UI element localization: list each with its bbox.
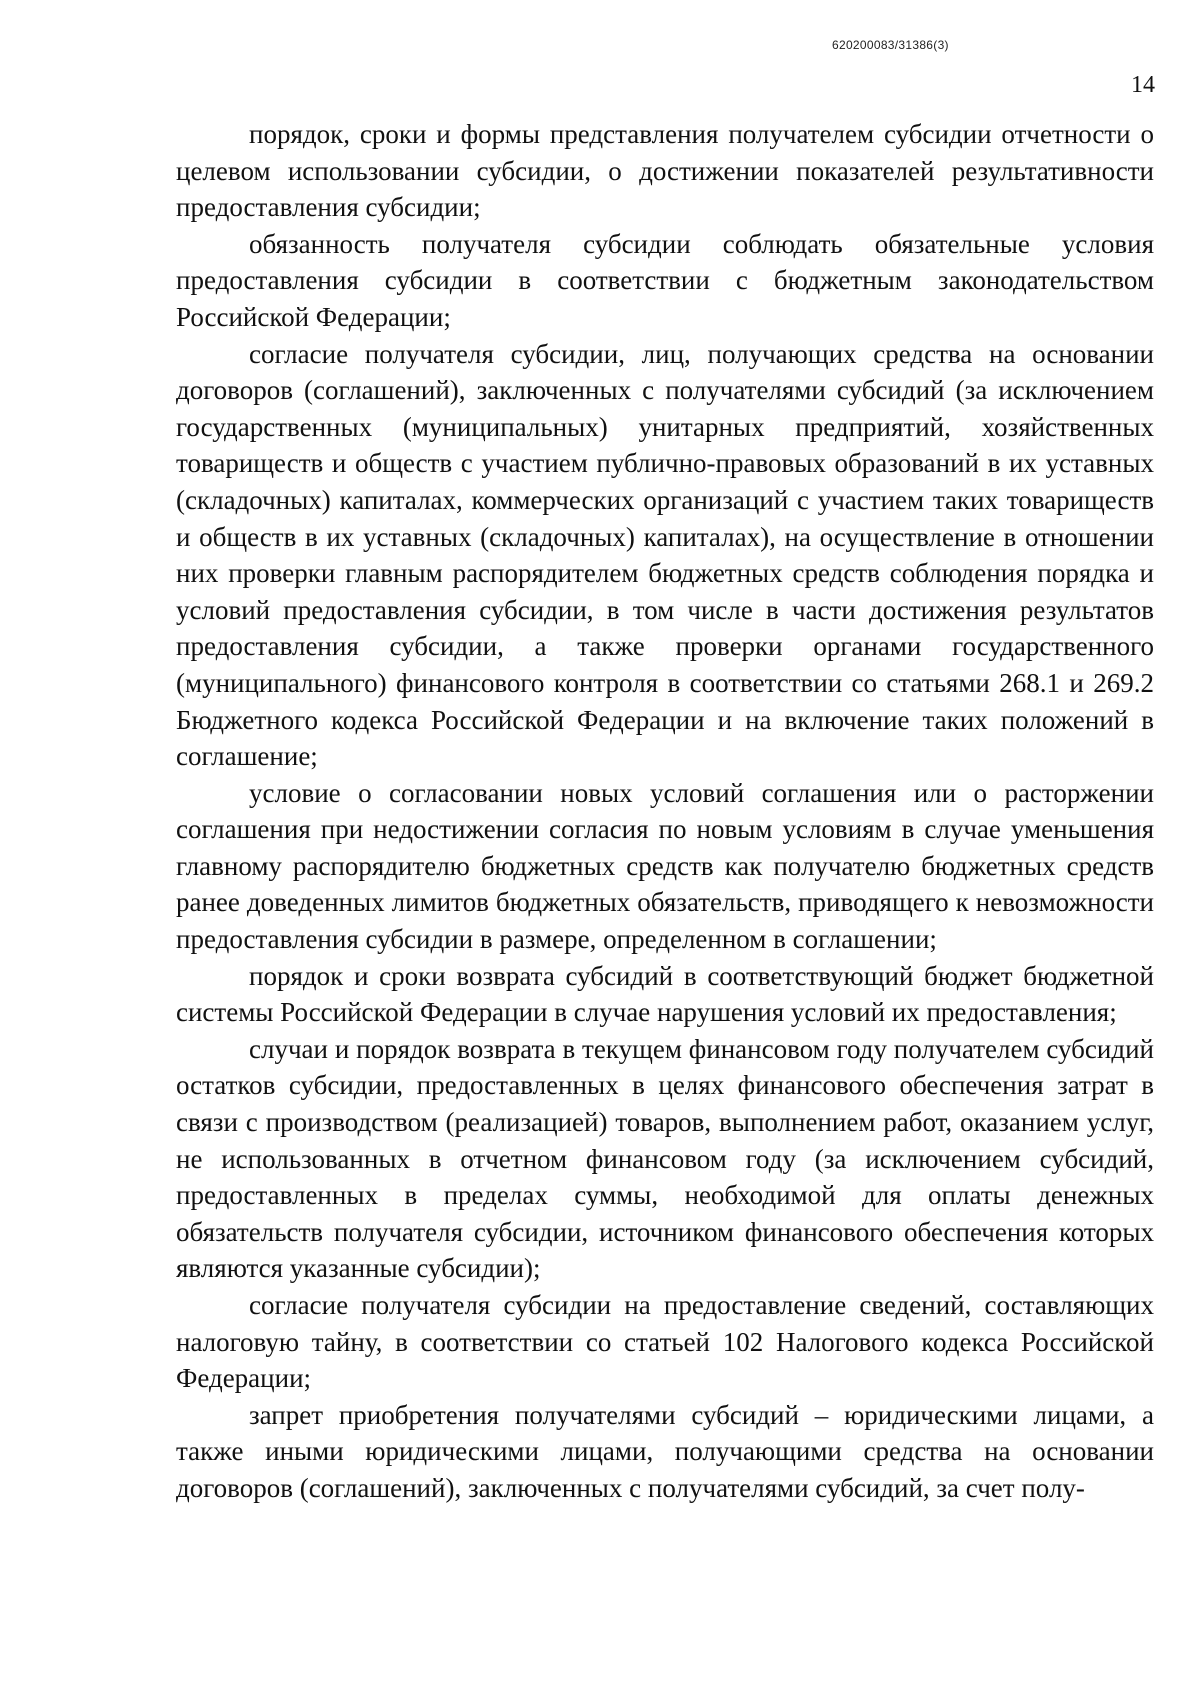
paragraph-unused-balance-return: случаи и порядок возврата в текущем финансовом году получателем субсидий остатков субсидии, предоставленных в целях финансового обеспечения затрат в связи с производством (реализацией) товаров, выполнением работ, оказанием услуг, не использованных в отчетном финансовом году (за исключением субсидий, предоставленных в пределах суммы, необходимой для оплаты денежных обязательств получателя субсидии, источником финансового обеспечения которых являются указанные субсидии); [176,1033,1154,1284]
document-id: 620200083/31386(3) [832,38,949,52]
page-number: 14 [1131,72,1155,98]
paragraph-tax-secret-consent: согласие получателя субсидии на предоставление сведений, составляющих налоговую тайну, в соответствии со статьей 102 Налогового кодекса Российской Федерации; [176,1290,1154,1394]
paragraph-recipient-obligation: обязанность получателя субсидии соблюдать обязательные условия предоставления субсидии в соответствии с бюджетным законодательством Российской Федерации; [176,228,1154,332]
paragraph-reporting-procedure: порядок, сроки и формы представления получателем субсидии отчетности о целевом использовании субсидии, о достижении показателей результативности предоставления субсидии; [176,119,1154,223]
paragraph-return-procedure: порядок и сроки возврата субсидий в соответствующий бюджет бюджетной системы Российской Федерации в случае нарушения условий их предоставления; [176,960,1154,1028]
paragraph-agreement-renegotiation: условие о согласовании новых условий соглашения или о расторжении соглашения при недостижении согласия по новым условиям в случае уменьшения главному распорядителю бюджетных средств как получателю бюджетных средств ранее доведенных лимитов бюджетных обязательств, приводящего к невозможности предоставления субсидии в размере, определенном в соглашении; [176,777,1154,955]
paragraph-audit-consent: согласие получателя субсидии, лиц, получающих средства на основании договоров (соглашений), заключенных с получателями субсидий (за исключением государственных (муниципальных) унитарных предприятий, хозяйственных товариществ и обществ с участием публично-правовых образований в их уставных (складочных) капиталах, коммерческих организаций с участием таких товариществ и обществ в их уставных (складочных) капиталах), на осуществление в отношении них проверки главным распорядителем бюджетных средств соблюдения порядка и условий предоставления субсидии, в том числе в части достижения результатов предоставления субсидии, а также проверки органами государственного (муниципального) финансового контроля в соответствии со статьями 268.1 и 269.2 Бюджетного кодекса Российской Федерации и на включение таких положений в соглашение; [176,338,1154,772]
document-body [176,116,1154,1507]
paragraph-purchase-prohibition: запрет приобретения получателями субсидий – юридическими лицами, а также иными юридическими лицами, получающими средства на основании договоров (соглашений), заключенных с получателями субсидий, за счет полу- [176,1399,1154,1503]
